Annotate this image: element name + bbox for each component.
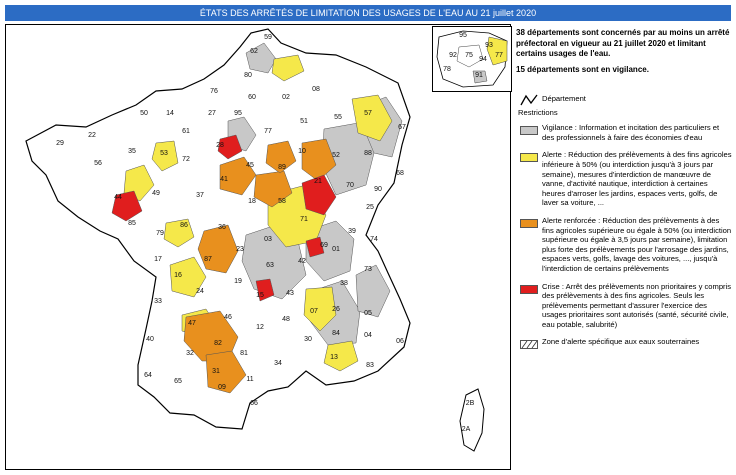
department-number: 68: [396, 170, 404, 177]
department-number: 08: [312, 86, 320, 93]
department-number: 16: [174, 272, 182, 279]
department-number: 10: [298, 148, 306, 155]
department-number: 44: [114, 194, 122, 201]
inset-department-number: 94: [479, 56, 487, 63]
inset-department-number: 77: [495, 52, 503, 59]
summary-text: [516, 28, 731, 80]
summary-line-2: 15 départements sont en vigilance.: [516, 64, 649, 74]
department-number: 33: [154, 298, 162, 305]
department-number: 2A: [461, 426, 471, 433]
department-number: 74: [370, 236, 378, 243]
department-number: 09: [218, 384, 226, 391]
legend-item-alerte_renforcee: [518, 216, 732, 274]
department-number: 85: [128, 220, 136, 227]
department-number: 62: [250, 48, 258, 55]
department-number: 80: [244, 72, 252, 79]
department-number: 22: [88, 132, 96, 139]
department-number: 06: [396, 338, 404, 345]
inset-department-number: 91: [475, 72, 483, 79]
department-number: 81: [240, 350, 248, 357]
legend-department-row: [518, 94, 732, 104]
department-number: 71: [300, 216, 308, 223]
department-number: 47: [188, 320, 196, 327]
department-number: 51: [300, 118, 308, 125]
department-number: 01: [332, 246, 340, 253]
department-number: 89: [278, 164, 286, 171]
inset-department-number: 78: [443, 66, 451, 73]
department-number: 77: [264, 128, 272, 135]
department-number: 88: [364, 150, 372, 157]
department-number: 40: [146, 336, 154, 343]
department-number: 57: [364, 110, 372, 117]
department-number: 05: [364, 310, 372, 317]
department-number: 56: [94, 160, 102, 167]
legend-swatch-alerte: [520, 153, 538, 162]
department-number: 11: [246, 376, 254, 383]
department-number: 67: [398, 124, 406, 131]
department-number: 25: [366, 204, 374, 211]
legend-zone-row: [518, 337, 732, 347]
department-number: 27: [208, 110, 216, 117]
legend-text-vigilance: Vigilance : Information et incitation des particuliers et des professionnels à faire des économies d'eau: [542, 123, 720, 142]
department-number: 50: [140, 110, 148, 117]
department-number: 66: [250, 400, 258, 407]
department-number: 07: [310, 308, 318, 315]
department-number: 29: [56, 140, 64, 147]
department-number: 83: [366, 362, 374, 369]
department-number: 34: [274, 360, 282, 367]
inset-department-number: 92: [449, 52, 457, 59]
department-number: 2B: [465, 400, 475, 407]
department-number: 30: [304, 336, 312, 343]
legend-item-alerte: [518, 150, 732, 208]
department-number: 76: [210, 88, 218, 95]
department-number: 64: [144, 372, 152, 379]
department-number: 43: [286, 290, 294, 297]
department-number: 28: [216, 142, 224, 149]
department-number: 79: [156, 230, 164, 237]
department-number: 24: [196, 288, 204, 295]
legend-swatch-vigilance: [520, 126, 538, 135]
paris-inset-svg: [433, 27, 511, 91]
department-number: 86: [180, 222, 188, 229]
department-number: 38: [340, 280, 348, 287]
department-number: 03: [264, 236, 272, 243]
department-number: 19: [234, 278, 242, 285]
department-number: 72: [182, 156, 190, 163]
department-number: 18: [248, 198, 256, 205]
department-number: 65: [174, 378, 182, 385]
inset-department-number: 75: [465, 52, 473, 59]
department-number: 55: [334, 114, 342, 121]
department-number: 58: [278, 198, 286, 205]
department-number: 32: [186, 350, 194, 357]
department-number: 70: [346, 182, 354, 189]
legend-text-crise: Crise : Arrêt des prélèvements non prioritaires y compris des prélèvements à des fins agricoles. Seuls les prélèvements permettant d'assurer l'exercice des usages prioritaires sont autorisés (santé, sécurité civile, eau potable, salubrité): [542, 281, 732, 329]
department-number: 15: [256, 292, 264, 299]
legend-items: [518, 123, 732, 329]
department-number: 53: [160, 150, 168, 157]
legend-swatch-crise: [520, 285, 538, 294]
department-number: 41: [220, 176, 228, 183]
legend-restrictions-heading: Restrictions: [518, 107, 558, 117]
hatched-zone-icon: [520, 340, 538, 349]
department-number: 69: [320, 242, 328, 249]
department-number: 42: [298, 258, 306, 265]
legend-department-label: Département: [542, 94, 586, 103]
legend-zone-label: Zone d'alerte spécifique aux eaux souterraines: [542, 337, 700, 347]
department-number: 87: [204, 256, 212, 263]
legend-item-crise: [518, 282, 732, 330]
department-number: 63: [266, 262, 274, 269]
department-number: 59: [264, 34, 272, 41]
department-number: 46: [224, 314, 232, 321]
department-number: 37: [196, 192, 204, 199]
legend-text-alerte: Alerte : Réduction des prélèvements à des fins agricoles inférieure à 50% (ou interdiction jusqu'à 3 jours par semaine), mesures d'interdiction de manœuvre de vanne, d'activité nautique, interdiction à certaines heures d'arroser les jardins, espaces verts, golfs, de laver sa voiture, ...: [542, 150, 732, 208]
department-number: 31: [212, 368, 220, 375]
department-number: 13: [330, 354, 338, 361]
map-title: ÉTATS DES ARRÊTÉS DE LIMITATION DES USAGES DE L'EAU AU 21 juillet 2020: [5, 5, 731, 21]
legend-text-alerte_renforcee: Alerte renforcée : Réduction des prélèvements à des fins agricoles supérieure ou égale à 50% (ou interdiction supérieure ou égale à 3,5 jours par semaine), limitation plus forte des prélèvements pour l'arrosage des jardins, espaces verts, golfs, lavage des voitures, ..., jusqu'à l'interdiction de certains prélèvements: [542, 215, 732, 273]
department-number: 04: [364, 332, 372, 339]
department-number: 48: [282, 316, 290, 323]
department-number: 90: [374, 186, 382, 193]
inset-department-number: 93: [485, 42, 493, 49]
department-number: 02: [282, 94, 290, 101]
department-number: 17: [154, 256, 162, 263]
department-number: 26: [332, 306, 340, 313]
department-number: 61: [182, 128, 190, 135]
department-number: 39: [348, 228, 356, 235]
legend-item-vigilance: [518, 123, 732, 142]
department-number: 14: [166, 110, 174, 117]
department-number: 60: [248, 94, 256, 101]
department-number: 35: [128, 148, 136, 155]
department-line-icon: [520, 94, 538, 106]
department-number: 12: [256, 324, 264, 331]
map-legend: [518, 94, 732, 355]
department-number: 36: [218, 224, 226, 231]
department-number: 45: [246, 162, 254, 169]
department-number: 82: [214, 340, 222, 347]
inset-department-number: 95: [459, 32, 467, 39]
legend-swatch-alerte_renforcee: [520, 219, 538, 228]
department-number: 21: [314, 178, 322, 185]
department-number: 95: [234, 110, 242, 117]
summary-line-1: 38 départements sont concernés par au moins un arrêté préfectoral en vigueur au 21 juillet 2020 et limitant certains usages de l'eau.: [516, 28, 730, 58]
department-number: 23: [236, 246, 244, 253]
corsica: [460, 389, 484, 451]
department-number: 52: [332, 152, 340, 159]
department-number: 49: [152, 190, 160, 197]
paris-inset-map: [432, 26, 512, 92]
department-number: 73: [364, 266, 372, 273]
department-number: 84: [332, 330, 340, 337]
